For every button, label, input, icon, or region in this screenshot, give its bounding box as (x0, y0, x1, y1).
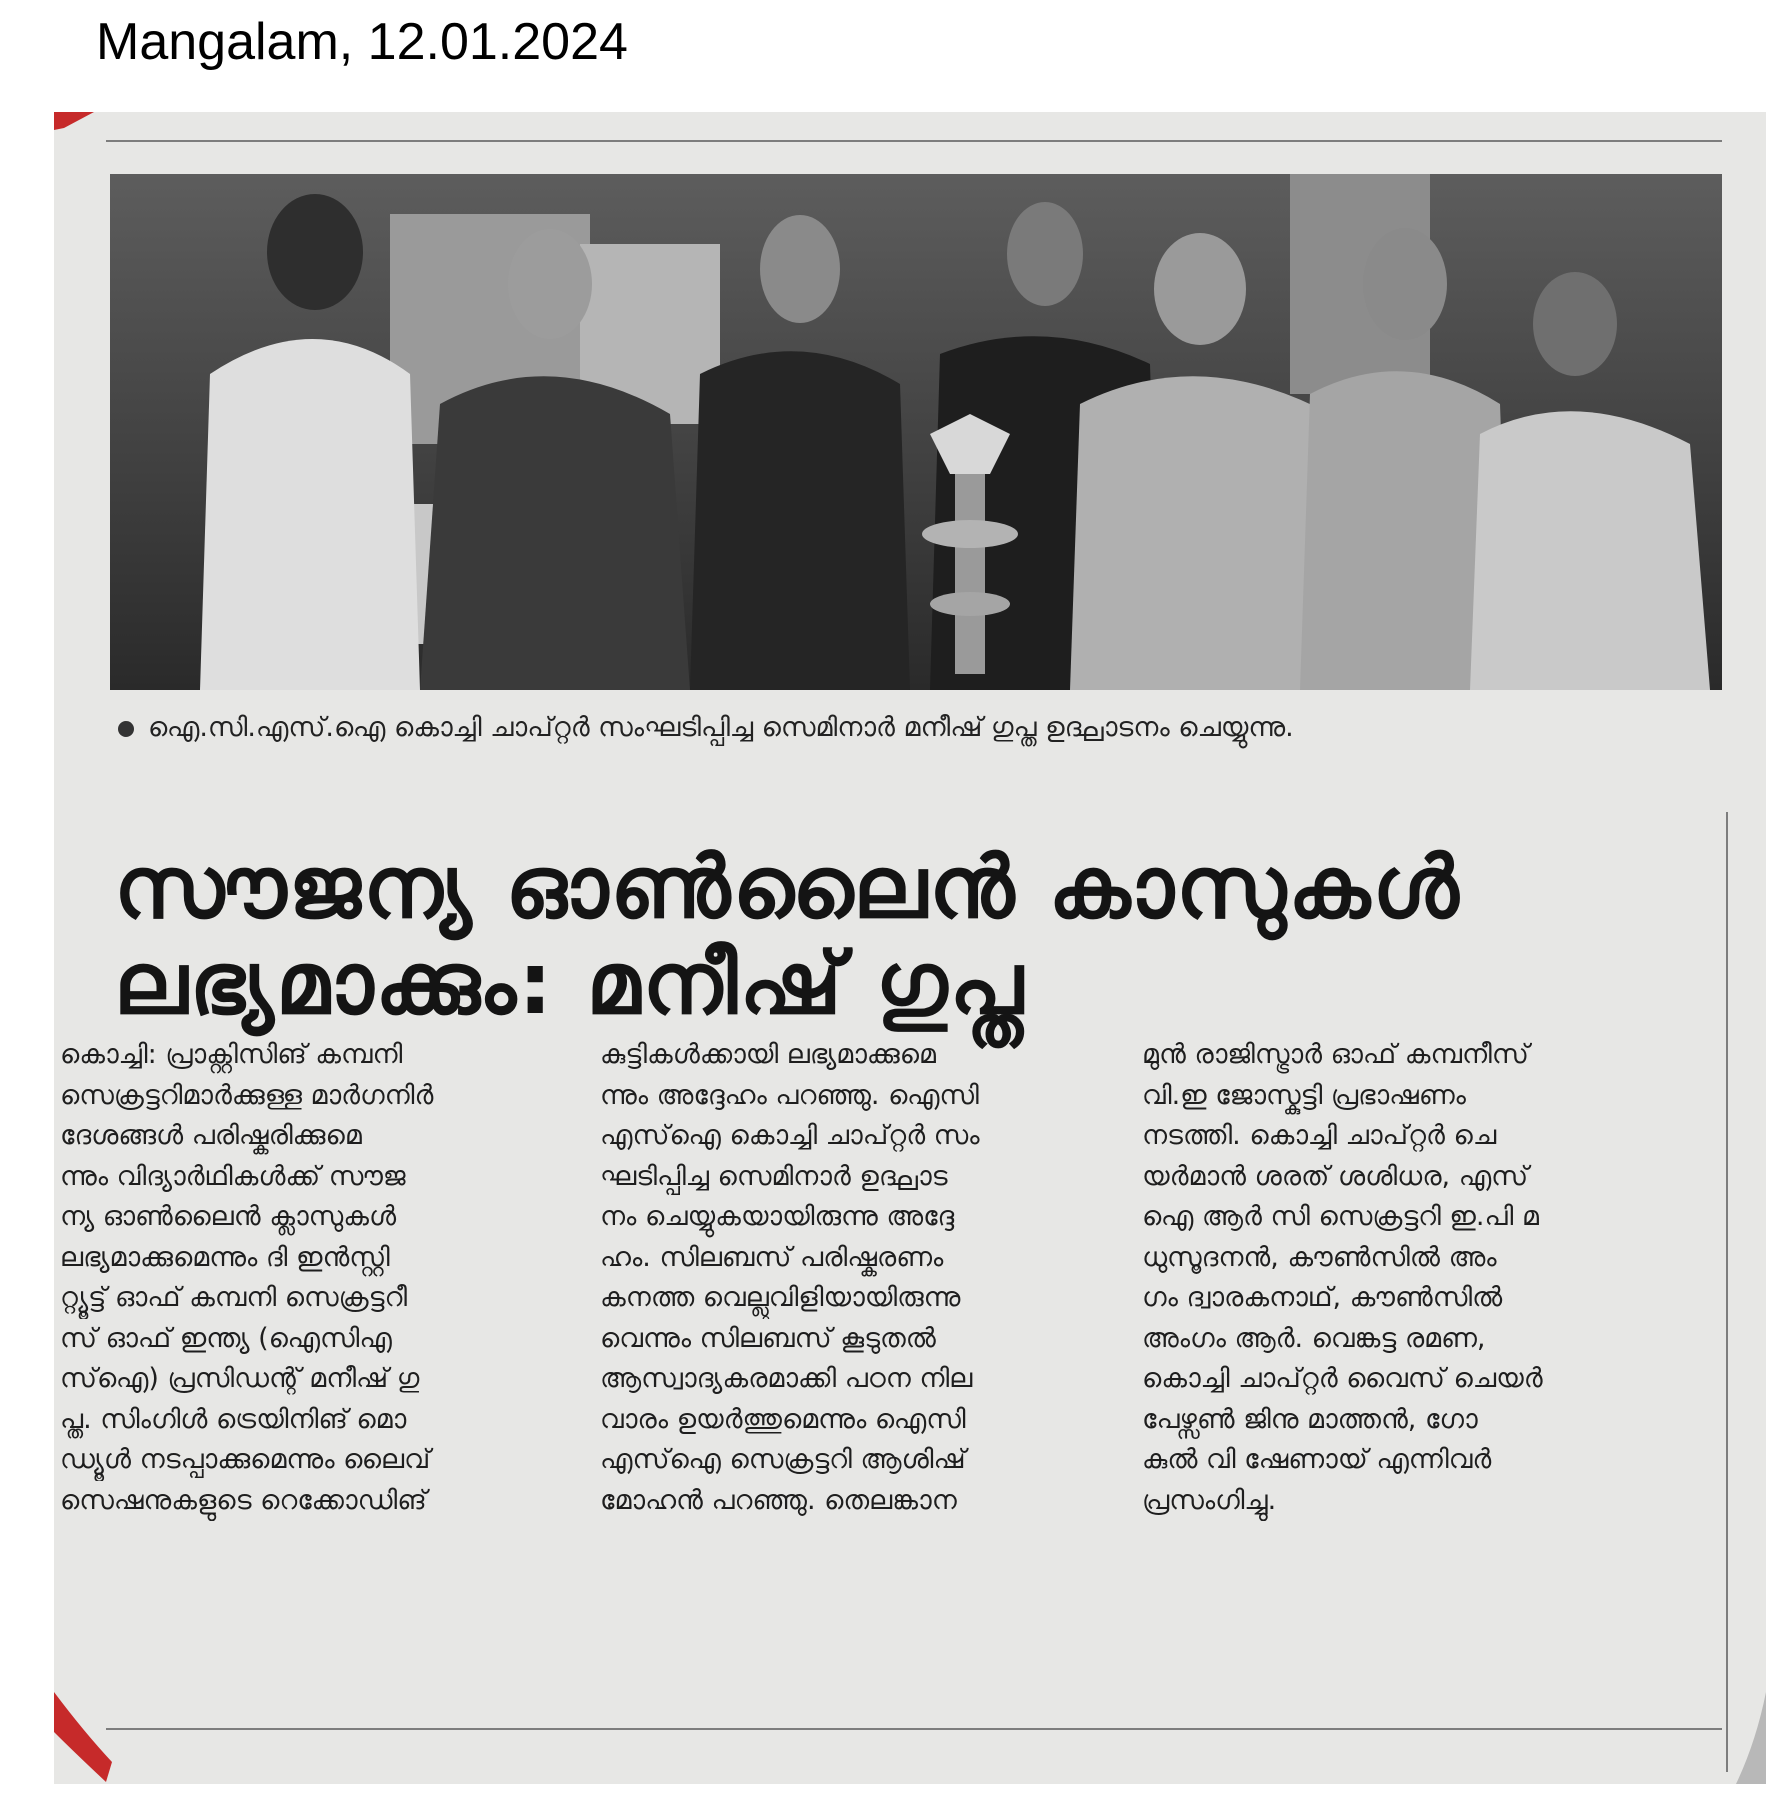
newspaper-clipping (54, 112, 1766, 1784)
caption-text: ഐ.സി.എസ്.ഐ കൊച്ചി ചാപ്റ്റർ സംഘടിപ്പിച്ച സെമിനാർ മനീഷ് ഗുപ്ത ഉദ്ഘാടനം ചെയ്യുന്നു. (148, 712, 1294, 743)
article-line: സെക്രട്ടറിമാർക്കുള്ള മാർഗനിർ (60, 1079, 434, 1111)
article-line: വെന്നും സിലബസ് കൂടുതൽ (600, 1322, 936, 1354)
bottom-rule (106, 1728, 1722, 1730)
article-line: നടത്തി. കൊച്ചി ചാപ്റ്റർ ചെ (1142, 1120, 1497, 1151)
lamp-lighting-photo-icon (110, 174, 1722, 690)
photo-caption (118, 712, 1730, 744)
article-line: നം ചെയ്യുകയായിരുന്നു അദ്ദേ (600, 1201, 955, 1232)
article-line: വി.ഇ ജോസ്കുട്ടി പ്രഭാഷണം (1142, 1079, 1466, 1111)
article-line: ഡ്യൂൾ നടപ്പാക്കുമെന്നും ലൈവ് (60, 1444, 431, 1475)
article-line: പ്രസംഗിച്ചു. (1142, 1484, 1277, 1516)
article-line: ലഭ്യമാക്കുമെന്നും ദി ഇൻസ്റ്റി (60, 1241, 390, 1273)
article-column-1 (60, 1035, 554, 1521)
bullet-icon (118, 721, 134, 737)
source-label: Mangalam, 12.01.2024 (96, 13, 628, 71)
red-stain-top-left (54, 112, 94, 132)
article-line: ഘടിപ്പിച്ച സെമിനാർ ഉദ്ഘാട (600, 1160, 948, 1192)
article-column-2 (600, 1035, 1094, 1521)
article-line: ധുസൂദനൻ, കൗൺസിൽ അം (1142, 1241, 1497, 1273)
article-column-3 (1142, 1035, 1636, 1521)
article-line: റ്റ്യൂട്ട് ഓഫ് കമ്പനി സെക്രട്ടറീ (60, 1282, 408, 1313)
red-stain-bottom-right (1726, 1692, 1766, 1784)
headline-line-2: ലഭ്യമാക്കും: മനീഷ് ഗുപ്ത (114, 934, 1025, 1035)
article-line: മോഹൻ പറഞ്ഞു. തെലങ്കാന (600, 1484, 957, 1516)
article-line: സ്ഐ) പ്രസിഡന്റ് മനീഷ് ഗു (60, 1363, 420, 1394)
article-line: മുൻ രാജിസ്ട്രാർ ഓഫ് കമ്പനീസ് (1142, 1039, 1529, 1070)
article-line: സെഷനുകളുടെ റെക്കോഡിങ് (60, 1484, 427, 1516)
headline (114, 840, 1734, 1033)
article-line: ന്യ ഓൺലൈൻ ക്ലാസുകൾ (60, 1201, 397, 1232)
article-line: ന്നും അദ്ദേഹം പറഞ്ഞു. ഐസി (600, 1079, 979, 1111)
article-line: സ് ഓഫ് ഇന്ത്യ (ഐസിഎ (60, 1322, 392, 1354)
top-rule (106, 140, 1722, 142)
article-line: കുൽ വി ഷേണായ് എന്നിവർ (1142, 1444, 1492, 1475)
article-line: ഐ ആർ സി സെക്രട്ടറി ഇ.പി മ (1142, 1201, 1539, 1232)
article-line: ഹം. സിലബസ് പരിഷ്കരണം (600, 1241, 944, 1273)
article-line: പേഴ്സൺ ജിനു മാത്തൻ, ഗോ (1142, 1403, 1478, 1435)
article-line: കനത്ത വെല്ലുവിളിയായിരുന്നു (600, 1282, 961, 1313)
article-line: കൊച്ചി: പ്രാക്റ്റിസിങ് കമ്പനി (60, 1039, 403, 1070)
red-stain-bottom-left (54, 1692, 114, 1784)
article-line: ന്നും വിദ്യാർഥികൾക്ക് സൗജ (60, 1160, 406, 1192)
article-line: എസ്ഐ സെക്രട്ടറി ആശിഷ് (600, 1444, 966, 1475)
article-line: ദേശങ്ങൾ പരിഷ്കരിക്കുമെ (60, 1120, 362, 1151)
article-line: അംഗം ആർ. വെങ്കട്ട രമണ, (1142, 1322, 1486, 1354)
article-line: പ്ത. സിംഗിൾ ട്രെയിനിങ് മൊ (60, 1403, 407, 1435)
article-line: കൊച്ചി ചാപ്റ്റർ വൈസ് ചെയർ (1142, 1363, 1543, 1394)
article-line: ആസ്വാദ്യകരമാക്കി പഠന നില (600, 1363, 973, 1394)
headline-line-1: സൗജന്യ ഓൺലൈൻ കാസുകൾ (114, 838, 1461, 938)
article-line: ഗം ദ്വാരകനാഥ്, കൗൺസിൽ (1142, 1282, 1503, 1313)
article-line: എസ്ഐ കൊച്ചി ചാപ്റ്റർ സം (600, 1120, 980, 1151)
article-line: കുട്ടികൾക്കായി ലഭ്യമാക്കുമെ (600, 1039, 937, 1070)
article-line: വാരം ഉയർത്തുമെന്നും ഐസി (600, 1403, 966, 1435)
article-line: യർമാൻ ശരത് ശശിധര, എസ് (1142, 1160, 1529, 1192)
news-photo (110, 174, 1722, 690)
